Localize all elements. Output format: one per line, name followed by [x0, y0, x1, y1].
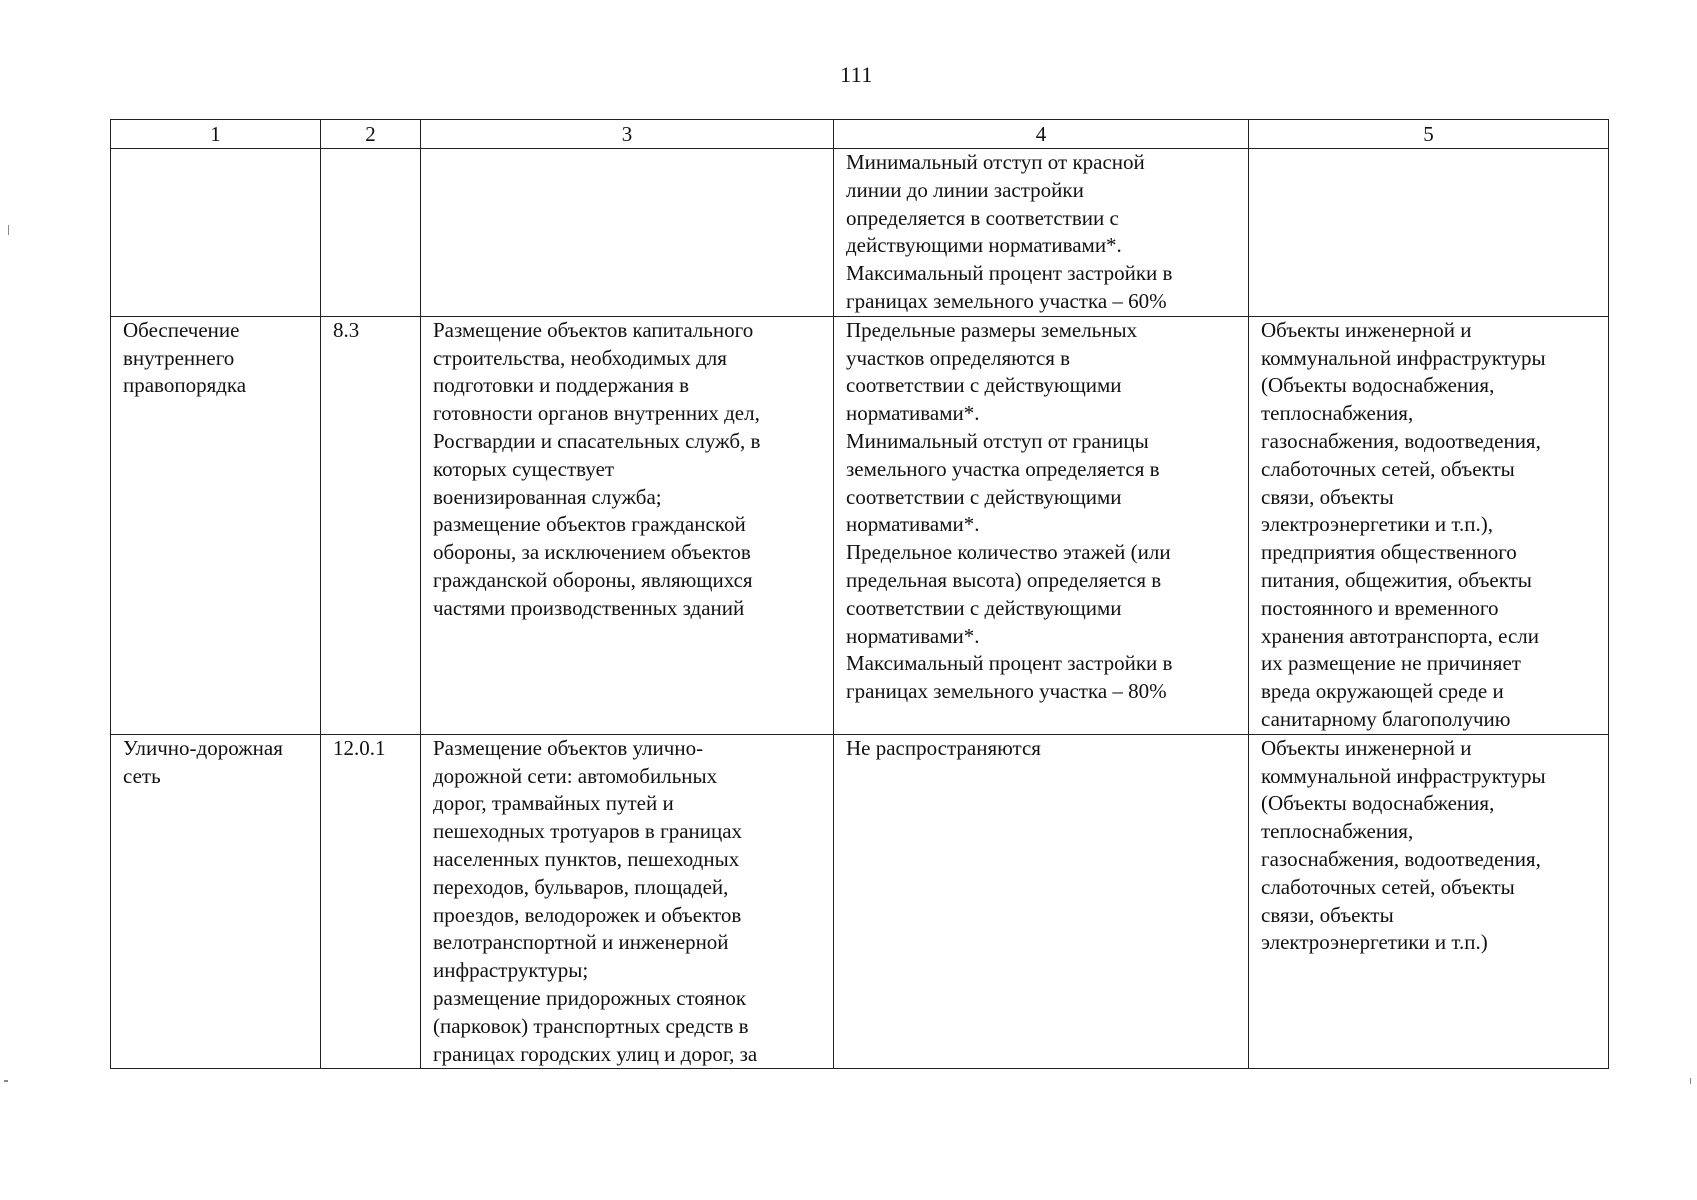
cell-auxiliary-uses — [1249, 149, 1609, 317]
cell-code — [321, 149, 421, 317]
cell-code: 8.3 — [321, 316, 421, 734]
header-row — [111, 120, 1609, 149]
column-header: 3 — [421, 120, 834, 149]
zoning-table — [110, 119, 1609, 1069]
scan-mark-bottom-left — [4, 1080, 8, 1082]
scan-mark-left — [8, 225, 9, 235]
cell-use-type: Обеспечение внутреннего правопорядка — [111, 316, 321, 734]
column-header: 2 — [321, 120, 421, 149]
cell-auxiliary-uses: Объекты инженерной и коммунальной инфраструктуры (Объекты водоснабжения, теплоснабжения, газоснабжения, водоотведения, слаботочных сетей, объекты связи, объекты электроэнергетики и т.п.) — [1249, 734, 1609, 1069]
table-row — [111, 316, 1609, 734]
cell-auxiliary-uses: Объекты инженерной и коммунальной инфраструктуры (Объекты водоснабжения, теплоснабжения, газоснабжения, водоотведения, слаботочных сетей, объекты связи, объекты электроэнергетики и т.п.), предприятия общественного питания, общежития, объекты постоянного и временного хранения автотранспорта, если их размещение не причиняет вреда окружающей среде и санитарному благополучию — [1249, 316, 1609, 734]
cell-description: Размещение объектов капитального строительства, необходимых для подготовки и поддержания в готовности органов внутренних дел, Росгвардии и спасательных служб, в которых существует военизированная служба; размещение объектов гражданской обороны, за исключением объектов гражданской обороны, являющихся частями производственных зданий — [421, 316, 834, 734]
cell-parameters: Предельные размеры земельных участков определяются в соответствии с действующими нормативами*. Минимальный отступ от границы земельного участка определяется в соответствии с действующими нормативами*. Предельное количество этажей (или предельная высота) определяется в соответствии с действующими нормативами*. Максимальный процент застройки в границах земельного участка – 80% — [834, 316, 1249, 734]
cell-parameters: Не распространяются — [834, 734, 1249, 1069]
cell-use-type: Улично-дорожная сеть — [111, 734, 321, 1069]
table-row — [111, 149, 1609, 317]
table-row — [111, 734, 1609, 1069]
column-header: 1 — [111, 120, 321, 149]
page-number: 111 — [840, 62, 873, 87]
cell-use-type — [111, 149, 321, 317]
column-header: 5 — [1249, 120, 1609, 149]
cell-description — [421, 149, 834, 317]
scan-mark-right — [1690, 1078, 1691, 1084]
column-header: 4 — [834, 120, 1249, 149]
cell-description: Размещение объектов улично- дорожной сети: автомобильных дорог, трамвайных путей и пешеходных тротуаров в границах населенных пунктов, пешеходных переходов, бульваров, площадей, проездов, велодорожек и объектов велотранспортной и инженерной инфраструктуры; размещение придорожных стоянок (парковок) транспортных средств в границах городских улиц и дорог, за — [421, 734, 834, 1069]
cell-parameters: Минимальный отступ от красной линии до линии застройки определяется в соответствии с действующими нормативами*. Максимальный процент застройки в границах земельного участка – 60% — [834, 149, 1249, 317]
cell-code: 12.0.1 — [321, 734, 421, 1069]
